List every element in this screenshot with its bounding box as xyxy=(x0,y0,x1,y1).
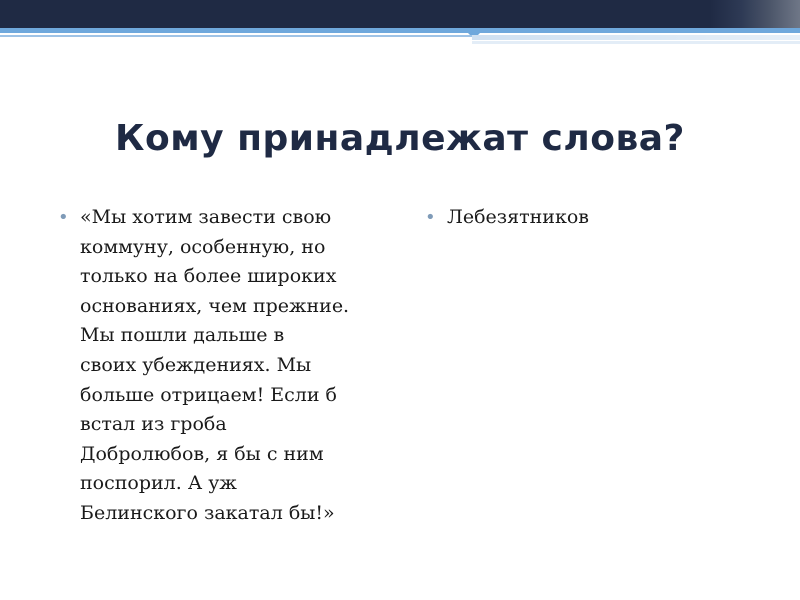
header-band xyxy=(0,0,800,28)
header-stripe-thin xyxy=(0,35,472,37)
bullet-item-quote xyxy=(58,203,403,529)
header-band-accent xyxy=(710,0,800,28)
bullet-dot-icon: • xyxy=(425,207,436,228)
left-column xyxy=(58,203,403,529)
bullet-dot-icon: • xyxy=(58,207,69,228)
header-stripe-right-lower xyxy=(472,41,800,44)
header-stripe-right xyxy=(472,35,800,40)
header-stripe xyxy=(0,28,800,33)
right-column xyxy=(425,203,755,233)
answer-text: Лебезятников xyxy=(447,206,589,228)
slide-title: Кому принадлежат слова? xyxy=(115,118,685,159)
bullet-item-answer xyxy=(425,203,755,233)
quote-text: «Мы хотим завести свою коммуну, особенную, но только на более широких основаниях, чем прежние. Мы пошли дальше в своих убеждениях. Мы больше отрицаем! Если б встал из гроба Добролюбов, я бы с ним поспорил. А уж Белинского закатал бы!» xyxy=(80,206,350,524)
